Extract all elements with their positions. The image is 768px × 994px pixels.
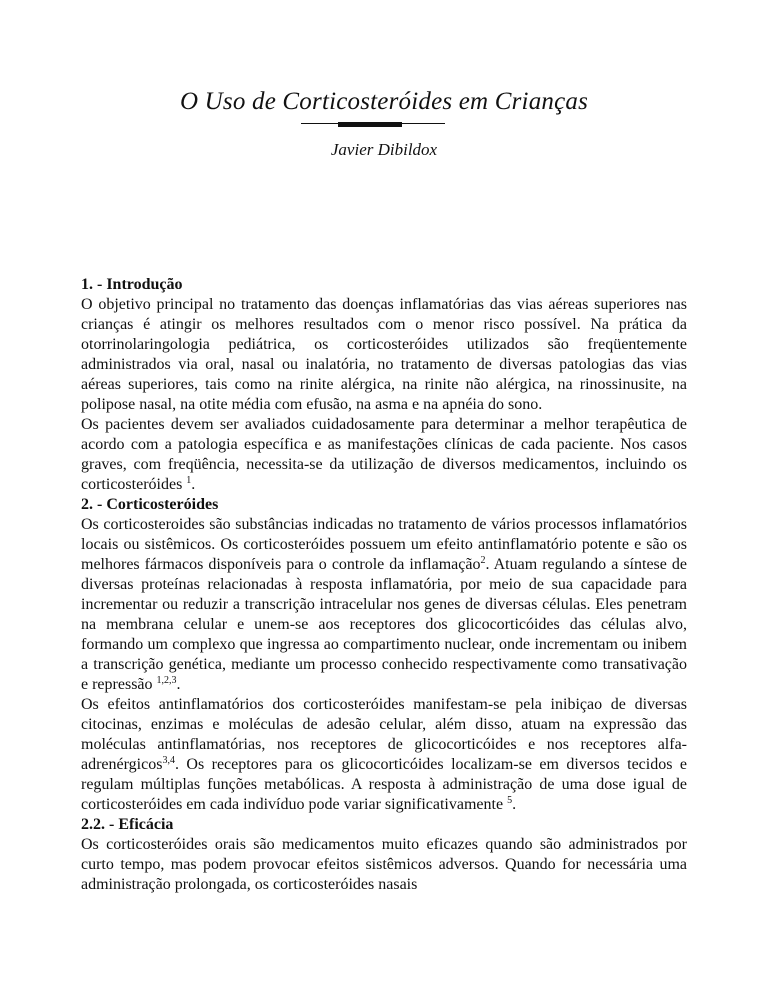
section-heading-introducao: 1. - Introdução xyxy=(81,276,183,293)
paragraph: Os pacientes devem ser avaliados cuidadosamente para determinar a melhor terapêutica de acordo com a patologia específica e as manifestações clínicas de cada paciente. Nos casos graves, com freqüência, necessita-se da utilização de diversos medicamentos, incluindo os corticosteróides $^1$. xyxy=(81,416,687,493)
paragraph: Os corticosteroides são substâncias indicadas no tratamento de vários processos inflamatórios locais ou sistêmicos. Os corticosteróides possuem um efeito antinflamatório potente e são os melhores fármacos disponíveis para o controle da inflamação$^2$. Atuam regulando a síntese de diversas proteínas relacionadas à resposta inflamatória, por meio de sua capacidade para incrementar ou reduzir a transcrição intracelular nos genes de diversas células. Eles penetram na membrana celular e unem-se aos receptores dos glicocorticóides das células alvo, formando um complexo que ingressa ao compartimento nuclear, onde incrementam ou inibem a transcrição genética, mediante um processo conhecido respectivamente como transativação e repressão $^{1,2,3}$. xyxy=(81,516,688,693)
section-heading-corticosteroides: 2. - Corticosteróides xyxy=(81,496,219,513)
author-name: Javier Dibildox xyxy=(330,140,438,159)
section-heading-eficacia: 2.2. - Eficácia xyxy=(81,816,174,833)
document-body xyxy=(81,275,687,895)
citation: 5 xyxy=(507,795,513,806)
title-divider-bar xyxy=(338,122,402,127)
document-title: O Uso de Corticosteróides em Crianças xyxy=(179,88,589,115)
citation: 3,4 xyxy=(162,755,175,766)
citation: 1 xyxy=(186,475,192,486)
paragraph: Os corticosteróides orais são medicamentos muito eficazes quando são administrados por curto tempo, mas podem provocar efeitos sistêmicos adversos. Quando for necessária uma administração prolongada, os corticosteróides nasais xyxy=(81,836,687,893)
citation: 2 xyxy=(480,555,486,566)
paragraph: O objetivo principal no tratamento das doenças inflamatórias das vias aéreas superiores nas crianças é atingir os melhores resultados com o menor risco possível. Na prática da otorrinolaringologia pediátrica, os corticosteróides utilizados são freqüentemente administrados via oral, nasal ou inalatória, no tratamento de diversas patologias das vias aéreas superiores, tais como na rinite alérgica, na rinite não alérgica, na rinossinusite, na polipose nasal, na otite média com efusão, na asma e na apnéia do sono. xyxy=(81,296,687,413)
paragraph: Os efeitos antinflamatórios dos corticosteróides manifestam-se pela inibiçao de diversas citocinas, enzimas e moléculas de adesão celular, além disso, atuam na expressão das moléculas antinflamatórias, nos receptores de glicocorticóides e nos receptores alfa-adrenérgicos$^{3,4}$. Os receptores para os glicocorticóides localizam-se em diversos tecidos e regulam múltiplas funções metabólicas. A resposta à administração de uma dose igual de corticosteróides em cada indivíduo pode variar significativamente $^5$. xyxy=(81,696,687,813)
citation: 1,2,3 xyxy=(156,675,177,686)
